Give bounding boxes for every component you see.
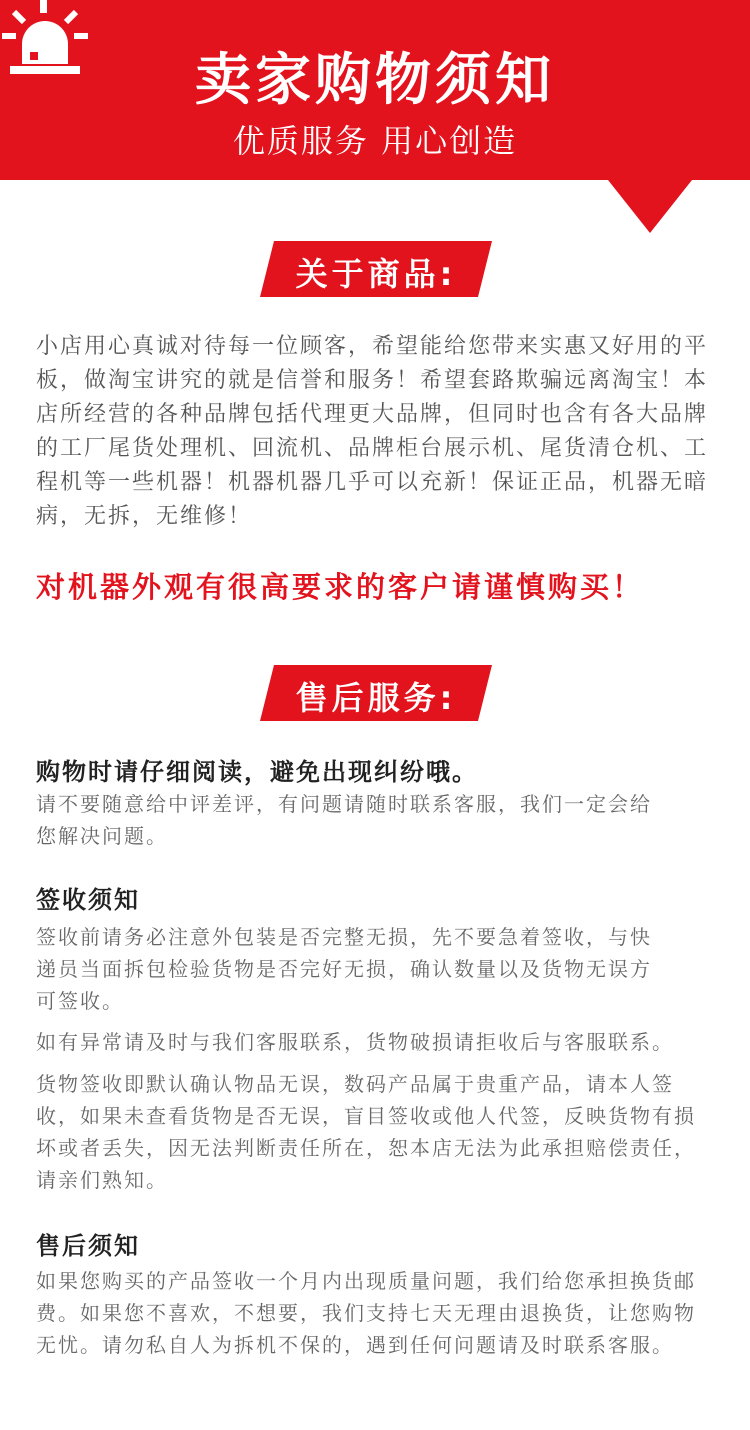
read-carefully-heading: 购物时请仔细阅读，避免出现纠纷哦。 [36, 758, 478, 786]
read-carefully-text: 请不要随意给中评差评，有问题请随时联系客服，我们一定会给您解决问题。 [36, 792, 652, 848]
sign-notice-text-3: 货物签收即默认确认物品无误，数码产品属于贵重产品，请本人签收，如果未查看货物是否无误，盲目签收或他人代签，反映货物有损坏或者丢失，因无法判断责任所在，恕本店无法为此承担赔偿责任，请亲们熟知。 [36, 1072, 696, 1192]
after-sales-badge-label: 售后服务: [295, 679, 457, 717]
about-product-badge [260, 241, 492, 297]
banner-title: 卖家购物须知 [195, 48, 555, 113]
header-banner [0, 0, 750, 233]
sign-notice-text-1: 签收前请务必注意外包装是否完整无损，先不要急着签收，与快递员当面拆包检验货物是否完好无损，确认数量以及货物无误方可签收。 [36, 925, 652, 1013]
banner-subtitle: 优质服务 用心创造 [232, 122, 518, 160]
after-sales-notice-heading: 售后须知 [36, 1232, 140, 1260]
after-sales-notice-text: 如果您购买的产品签收一个月内出现质量问题，我们给您承担换货邮费。如果您不喜欢，不想要，我们支持七天无理由退换货，让您购物无忧。请勿私自人为拆机不保的，遇到任何问题请及时联系客服。 [36, 1269, 696, 1357]
after-sales-badge [260, 665, 492, 721]
sign-notice-text-2: 如有异常请及时与我们客服联系，货物破损请拒收后与客服联系。 [36, 1030, 674, 1054]
about-product-text: 小店用心真诚对待每一位顾客，希望能给您带来实惠又好用的平板，做淘宝讲究的就是信誉和服务！希望套路欺骗远离淘宝！本店所经营的各种品牌包括代理更大品牌，但同时也含有各大品牌的工厂尾货处理机、回流机、品牌柜台展示机、尾货清仓机、工程机等一些机器！机器机器几乎可以充新！保证正品，机器无暗病，无拆，无维修！ [36, 334, 709, 529]
about-product-badge-label: 关于商品: [295, 255, 457, 293]
sign-notice-heading: 签收须知 [36, 886, 140, 914]
appearance-warning: 对机器外观有很高要求的客户请谨慎购买！ [36, 570, 645, 604]
